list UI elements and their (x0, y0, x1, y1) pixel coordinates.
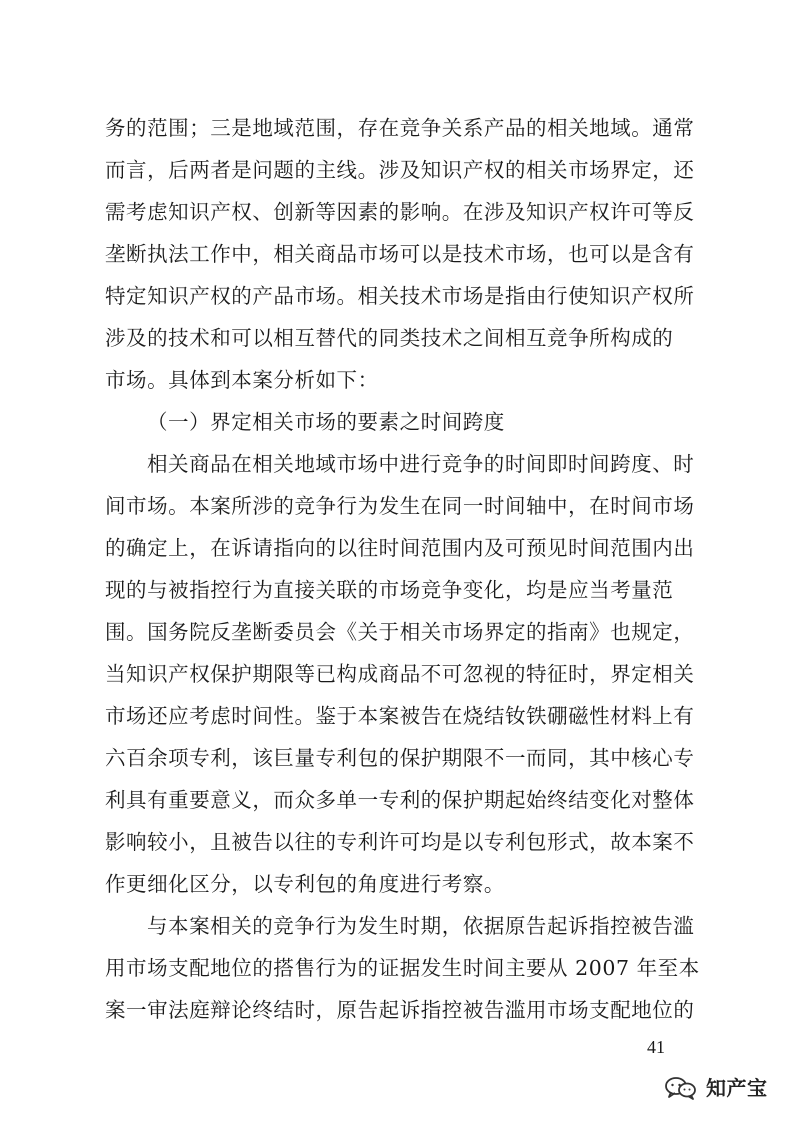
text-line: 而言，后两者是问题的主线。涉及知识产权的相关市场界定，还 (105, 158, 695, 182)
page-number: 41 (647, 1037, 665, 1057)
text-line: 的确定上，在诉请指向的以往时间范围内及可预见时间范围内出 (105, 536, 695, 560)
text-line: 需考虑知识产权、创新等因素的影响。在涉及知识产权许可等反 (105, 200, 695, 224)
text-line: 案一审法庭辩论终结时，原告起诉指控被告滥用市场支配地位的 (105, 998, 695, 1022)
section-heading: （一）界定相关市场的要素之时间跨度 (147, 410, 505, 434)
watermark (664, 1073, 768, 1103)
text-line: 特定知识产权的产品市场。相关技术市场是指由行使知识产权所 (105, 284, 695, 308)
text-line: 影响较小，且被告以往的专利许可均是以专利包形式，故本案不 (105, 830, 695, 854)
text-line: 垄断执法工作中，相关商品市场可以是技术市场，也可以是含有 (105, 242, 695, 266)
text-line: 用市场支配地位的搭售行为的证据发生时间主要从 2007 年至本 (105, 956, 700, 980)
paragraph-start-line: 与本案相关的竞争行为发生时期，依据原告起诉指控被告滥 (147, 914, 695, 938)
text-line: 现的与被指控行为直接关联的市场竞争变化，均是应当考量范 (105, 578, 674, 602)
wechat-icon (664, 1076, 698, 1100)
text-line: 市场还应考虑时间性。鉴于本案被告在烧结钕铁硼磁性材料上有 (105, 704, 695, 728)
text-line: 利具有重要意义，而众多单一专利的保护期起始终结变化对整体 (105, 788, 695, 812)
text-line: 围。国务院反垄断委员会《关于相关市场界定的指南》也规定， (105, 620, 695, 644)
watermark-text: 知产宝 (706, 1076, 768, 1100)
text-line: 当知识产权保护期限等已构成商品不可忽视的特征时，界定相关 (105, 662, 695, 686)
paragraph-start-line: 相关商品在相关地域市场中进行竞争的时间即时间跨度、时 (147, 452, 695, 476)
text-line: 务的范围；三是地域范围，存在竞争关系产品的相关地域。通常 (105, 116, 695, 140)
text-line: 作更细化区分，以专利包的角度进行考察。 (105, 872, 505, 896)
text-line: 涉及的技术和可以相互替代的同类技术之间相互竞争所构成的 (105, 326, 674, 350)
text-line: 六百余项专利，该巨量专利包的保护期限不一而同，其中核心专 (105, 746, 695, 770)
text-line: 市场。具体到本案分析如下： (105, 368, 379, 392)
text-line: 间市场。本案所涉的竞争行为发生在同一时间轴中，在时间市场 (105, 494, 695, 518)
